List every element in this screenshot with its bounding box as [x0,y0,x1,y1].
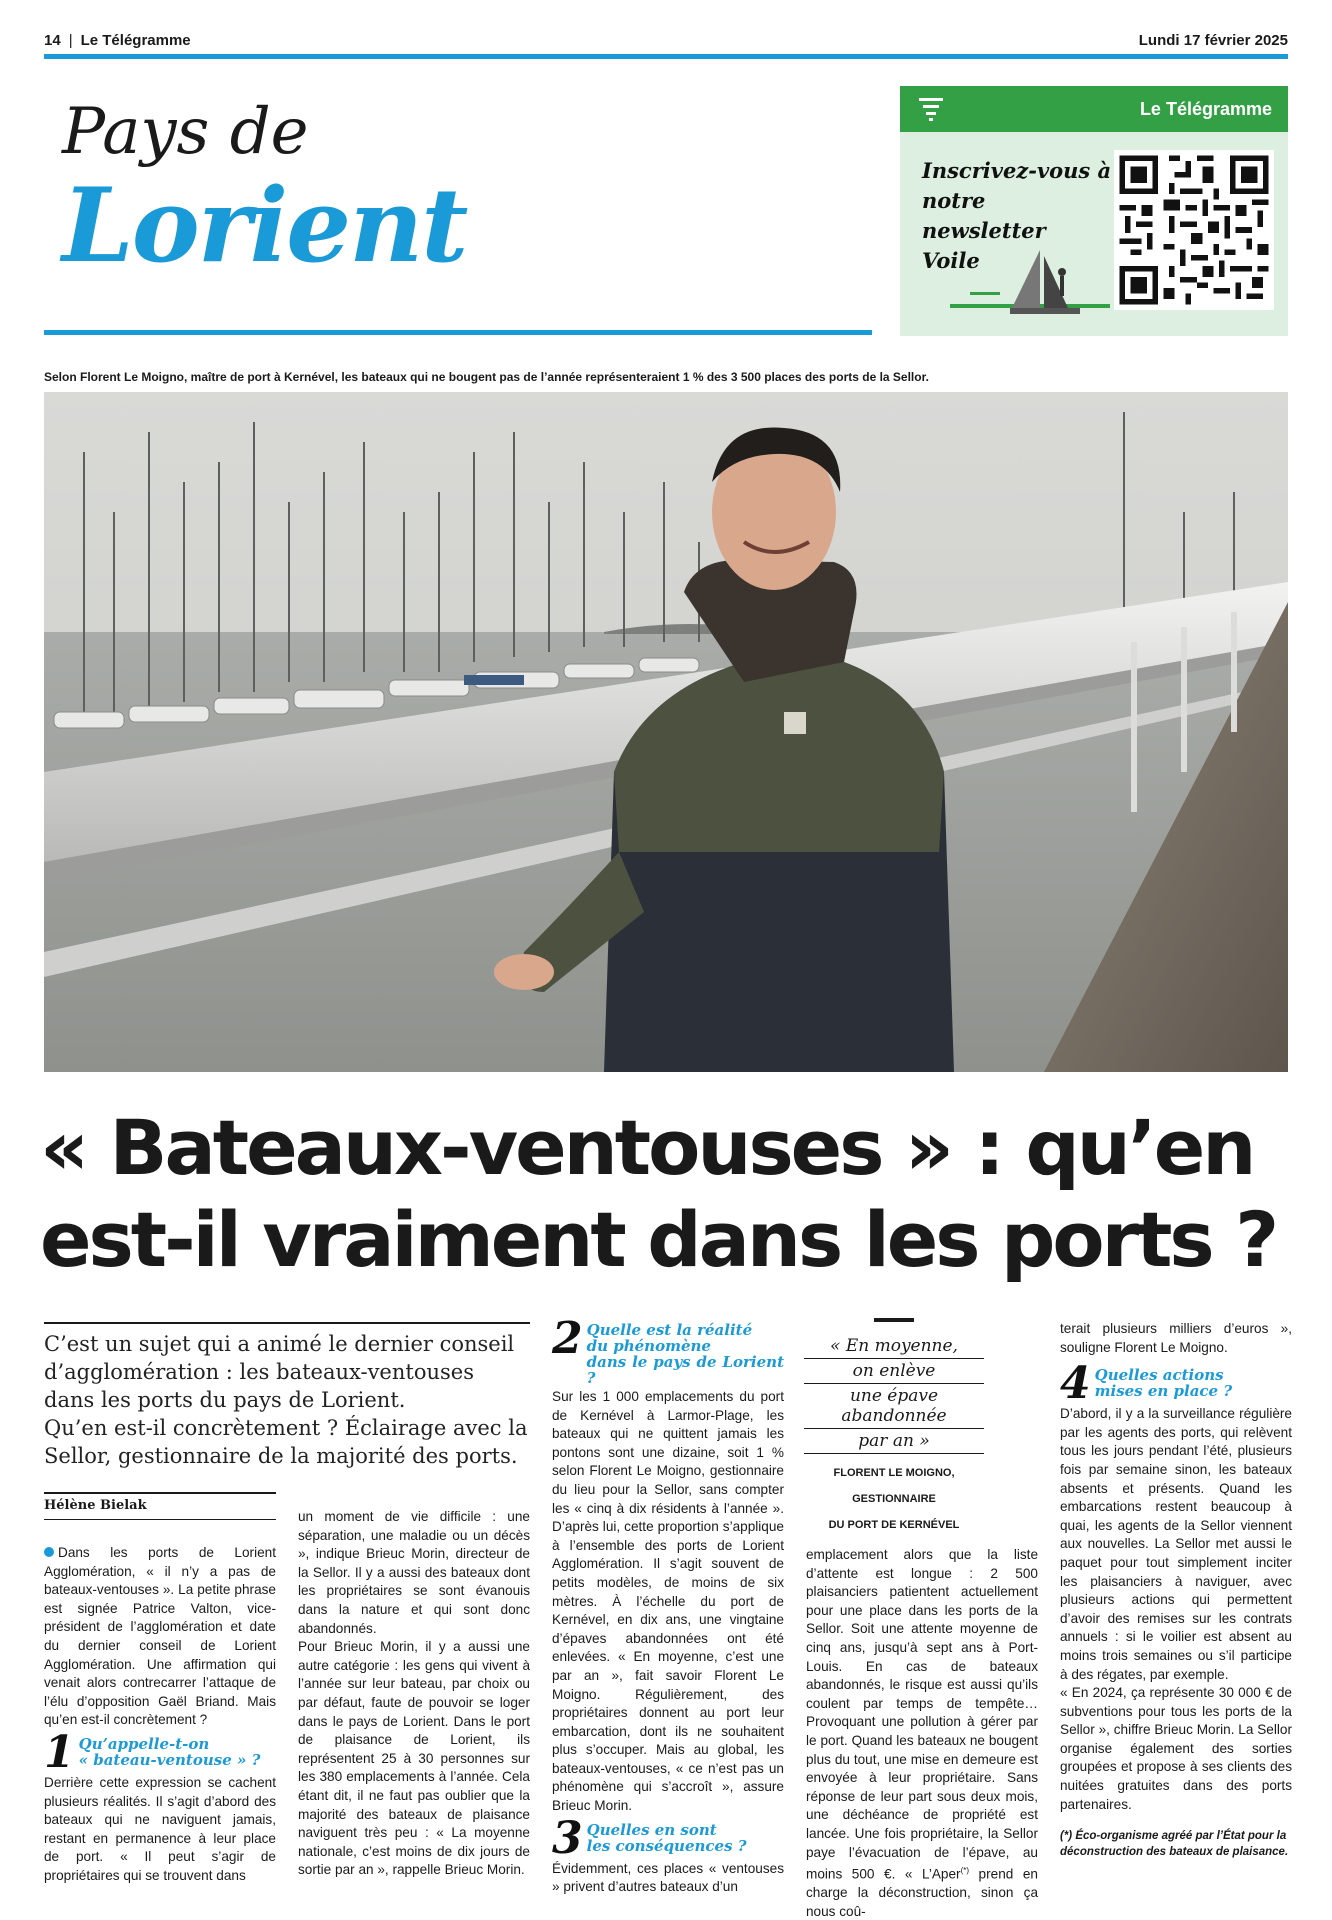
question-2-text [587,1320,784,1386]
question-2-line2: du phénomène [586,1337,711,1355]
question-1-number: 1 [44,1726,75,1778]
lead-line3: dans les ports du pays de Lorient. [44,1388,406,1412]
article-column-2 [298,1508,530,1880]
qr-code-icon[interactable] [1114,150,1274,310]
promo-header [900,86,1288,132]
section-rule [44,330,872,335]
col4-paragraph-1 [806,1546,1038,1920]
pull-quote-attribution [804,1460,984,1538]
question-3-number: 3 [552,1812,583,1864]
question-4-line2: mises en place ? [1094,1382,1233,1401]
section-title [62,95,467,286]
promo-brand: Le Télégramme [1139,98,1272,119]
question-3-text [587,1820,747,1854]
newspaper-name: Le Télégramme [80,31,191,49]
promo-line1: Inscrivez-vous à [922,158,1112,183]
lead-rule [44,1322,530,1324]
headline-line2: est-il vraiment dans les ports ? [40,1195,1277,1284]
attribution-line1: FLORENT LE MOIGNO, [833,1467,955,1479]
col4-p1-text: emplacement alors que la liste d’attente est longue : 2 500 plaisanciers patientent actuellement pour une place dans les ports de la Sellor. Soit une attente moyenne de cinq ans, jusqu’à sept ans à Port-Louis. En cas de bateaux abandonnés, le risque est aussi qu’ils coulent par temps de tempête… Provoquant une pollution à gérer par le port. Quand les bateaux ne bougent plus du tout, une mise en demeure est envoyée à leur propriétaire. Sans réponse de leur part sous deux mois, une déchéance de propriété est lancée. Une fois propriétaire, la Sellor paye l’évacuation de l’épave, au moins 500 €. « L’Aper [806,1547,1038,1882]
harbour-photo [44,392,1288,1072]
footnote-marker: (*) [960,1866,970,1876]
article-column-3 [552,1313,784,1897]
question-2-line1: Quelle est la réalité [586,1321,753,1339]
folio-left [44,32,191,49]
top-rule [44,54,1288,59]
col5-paragraph-3: « En 2024, ça représente 30 000 € de subventions pour tous les ports de la Sellor », chiffre Brieuc Morin. La Sellor organise également des sorties groupées et propose à ses clients des nuitées gratuites dans des ports partenaires. [1060,1685,1292,1812]
author-rule [44,1492,276,1494]
question-3-heading [552,1812,784,1864]
footnote: (*) Éco-organisme agréé par l’État pour la déconstruction des bateaux de plaisance. [1060,1830,1289,1859]
issue-date: Lundi 17 février 2025 [1138,31,1288,49]
lead-line4: Qu’en est-il concrètement ? Éclairage avec la [44,1416,528,1440]
col1-p1-text: Dans les ports de Lorient Agglomération, « il n’y a pas de bateaux-ventouses ». La petite phrase est signée Patrice Valton, vice-président de l’agglomération et date du dernier conseil de Lorient Agglomération. Une affirmation qui venait alors contrecarrer l’attaque de l’élu d’opposition Gaël Briand. Mais qu’en est-il concrètement ? [44,1545,276,1728]
article-column-1 [44,1544,276,1886]
question-4-heading [1060,1358,1292,1410]
question-1-line1: Qu’appelle-t-on [78,1734,210,1753]
question-1-line2: « bateau-ventouse » ? [78,1750,261,1769]
question-1-heading [44,1726,276,1778]
question-1-text [79,1734,261,1768]
col3-paragraph-1: Sur les 1 000 emplacements du port de Kernével à Larmor-Plage, les bateaux qui ne quittent jamais les pontons sont une dizaine, soit 1 % selon Florent Le Moigno, gestionnaire du lieu pour la Sellor, sans compter les « cinq à dix résidents à l’année ». D’après lui, cette proportion s’applique à l’ensemble des ports de Lorient Agglomération. Il s’agit souvent de petits modèles, de moins de six mètres. À l’échelle du port de Kernével, en dix ans, une vingtaine d’épaves abandonnées ont été enlevées. « En moyenne, c’est une par an », fait savoir Florent Le Moigno. Régulièrement, des propriétaires donnent au port leur embarcation, dont ils ne souhaitent plus s’occuper. Mais au global, les bateaux-ventouses, « ce n’est pas un phénomène qui s’accroît », assure Brieuc Morin. [552,1389,784,1814]
pull-quote-line1: « En moyenne, [804,1334,984,1359]
attribution-line3: DU PORT DE KERNÉVEL [828,1519,960,1531]
pull-quote-line2: on enlève [804,1359,984,1384]
article-headline [40,1102,1292,1286]
col2-paragraph-1: un moment de vie difficile : une séparation, une maladie ou un décès », indique Brieuc Morin, directeur de la Sellor. Il y a aussi des bateaux dont les propriétaires se sont évanouis dans la nature et qui sont donc abandonnés. [298,1509,530,1636]
col1-paragraph-1 [44,1544,276,1730]
pull-quote-line3: une épave abandonnée [804,1384,984,1429]
page-folio [44,28,1288,52]
col2-paragraph-2: Pour Brieuc Morin, il y a aussi une autre catégorie : les gens qui vivent à l’année sur leur bateau, par choix ou par défaut, faute de pouvoir se loger dans le pays de Lorient. Dans le port de plaisance de Lorient, ils représentent 25 à 30 personnes sur les 380 emplacements à l’année. Cela étant dit, il ne faut pas oublier que la majorité des bateaux de plaisance naviguent très peu : « La moyenne nationale, c’est moins de dix jours de sortie par an », rappelle Brieuc Morin. [298,1639,530,1878]
lead-line2: d’agglomération : les bateaux-ventouses [44,1360,474,1384]
attribution-line2: GESTIONNAIRE [852,1493,936,1505]
col4-p1b-text: prend en charge la déconstruction, sinon ça nous coû- [806,1866,1038,1919]
article-photo [44,392,1288,1072]
col3-paragraph-2: Évidemment, ces places « ventouses » privent d’autres bateaux d’un [552,1860,784,1895]
sailboat-icon [950,246,1110,326]
pull-quote [804,1318,984,1538]
promo-line2: notre newsletter [922,188,1046,243]
photo-caption: Selon Florent Le Moigno, maître de port à Kernével, les bateaux qui ne bougent pas de l’année représenteraient 1 % des 3 500 places des ports de la Sellor. [44,370,929,384]
headline-line1: « Bateaux-ventouses » : qu’en [40,1103,1254,1192]
question-2-line3: dans le pays de Lorient ? [586,1353,784,1387]
pull-quote-dash [874,1318,914,1322]
bullet-icon [44,1547,54,1557]
question-3-line2: les conséquences ? [586,1836,747,1855]
menu-icon [918,95,944,123]
article-lead [44,1330,530,1470]
section-title-line2: Lorient [62,166,467,286]
lead-line5: Sellor, gestionnaire de la majorité des ports. [44,1444,518,1468]
promo-line3: Voile [922,248,980,273]
col5-paragraph-1: terait plusieurs milliers d’euros », souligne Florent Le Moigno. [1060,1321,1292,1355]
page-number: 14 [44,31,61,49]
question-2-heading [552,1313,784,1387]
article-author: Hélène Bielak [44,1498,276,1520]
col1-paragraph-2: Derrière cette expression se cachent plusieurs réalités. Il s’agit d’abord des bateaux qui ne naviguent jamais, restant en permanence à leur place de port. « Il peut s’agir de propriétaires qui se trouvent dans [44,1774,276,1883]
article-column-5 [1060,1320,1292,1860]
pull-quote-line4: par an » [804,1429,984,1454]
col5-paragraph-2: D’abord, il y a la surveillance régulière par les agents des ports, qui relèvent tous les jours pendant l’été, plusieurs fois par semaine sinon, les bateaux absents et présents. Quand les embarcations restent beaucoup à quai, les agents de la Sellor viennent aux nouvelles. La Sellor met aussi le paquet pour tout simplement inciter les plaisanciers à naviguer, avec plusieurs actions qui permettent d’avoir des remises sur les contrats annuels : si le voilier est absent au moins trois semaines ou s’il participe à des régates, par exemple. [1060,1406,1292,1682]
lead-line1: C’est un sujet qui a animé le dernier conseil [44,1332,515,1356]
newsletter-promo[interactable] [900,86,1288,336]
question-4-text [1095,1365,1233,1399]
question-2-number: 2 [552,1313,583,1364]
question-4-line1: Quelles actions [1094,1366,1224,1385]
article-column-4 [806,1546,1038,1920]
question-3-line1: Quelles en sont [586,1820,717,1839]
folio-separator: | [68,31,73,49]
question-4-number: 4 [1060,1358,1091,1410]
section-title-line1: Pays de [62,95,309,169]
